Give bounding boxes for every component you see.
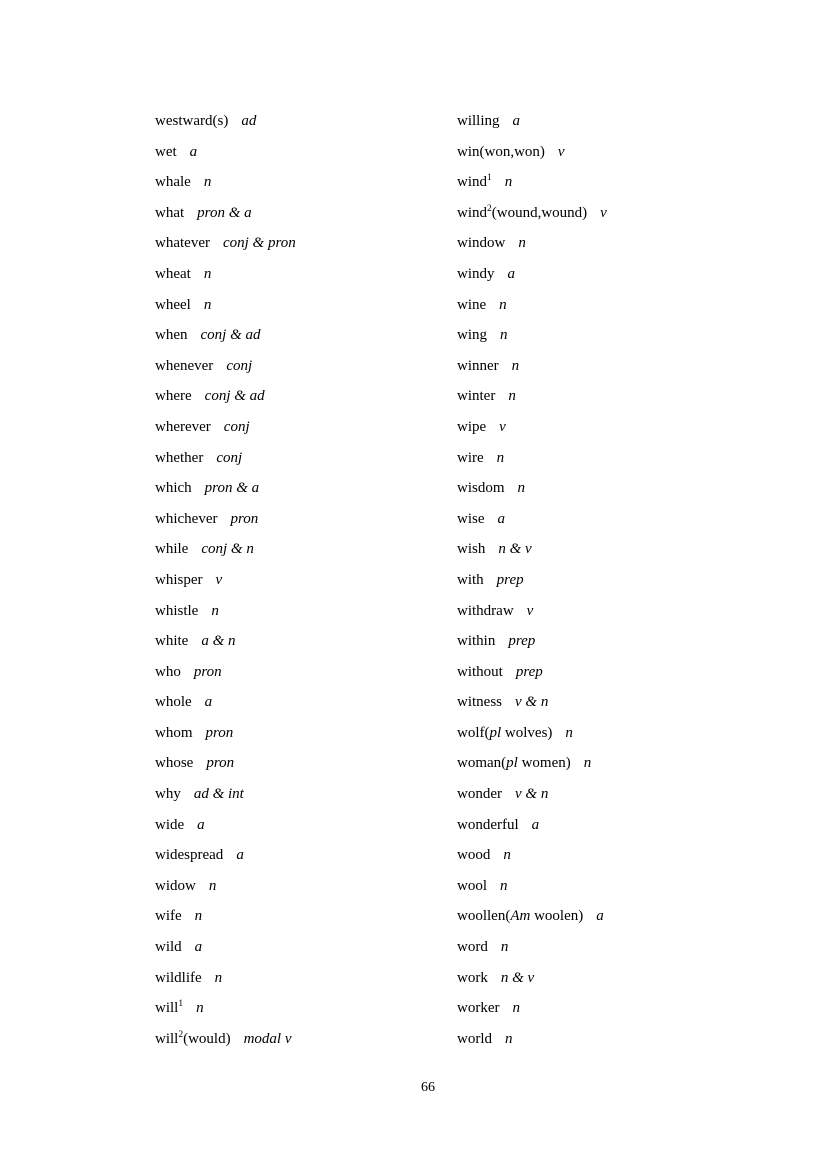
- word-text: wine: [457, 296, 487, 313]
- word-text: wing: [457, 327, 487, 344]
- word-text: without: [457, 663, 503, 680]
- word-text: westward(s): [155, 113, 229, 129]
- word-text: white: [155, 633, 189, 650]
- word-text: work: [457, 969, 488, 986]
- word-text: wipe: [457, 418, 487, 435]
- word-text: when: [155, 327, 188, 344]
- word-text: whether: [155, 449, 204, 466]
- pos-tag: conj: [216, 449, 243, 466]
- word-entry: [457, 381, 757, 412]
- pos-tag: conj & ad: [200, 327, 261, 344]
- word-entry: [155, 901, 455, 932]
- pos-tag: pron & a: [204, 480, 260, 497]
- word-text: wind$^2$(wound,wound): [457, 203, 588, 221]
- word-entry: [457, 687, 757, 718]
- pos-tag: v: [499, 418, 506, 435]
- pos-tag: v & n: [515, 786, 549, 803]
- word-text: what: [155, 204, 185, 221]
- pos-tag: n: [505, 1030, 513, 1047]
- word-entry: [457, 106, 757, 137]
- pos-tag: v: [215, 571, 223, 588]
- word-text: wood: [457, 847, 491, 864]
- pos-tag: a: [512, 113, 521, 129]
- word-text: witness: [457, 694, 502, 711]
- word-text: wife: [155, 908, 182, 925]
- word-entry: [155, 748, 455, 779]
- pos-tag: n: [512, 1000, 520, 1017]
- word-entry: [457, 412, 757, 443]
- pos-tag: ad: [241, 113, 257, 129]
- word-text: withdraw: [457, 602, 514, 619]
- word-entry: [457, 198, 757, 229]
- pos-tag: n: [203, 174, 212, 191]
- word-entry: [457, 840, 757, 871]
- pos-tag: pron: [205, 724, 234, 741]
- word-entry: [457, 1024, 757, 1055]
- pos-tag: v: [600, 204, 607, 221]
- word-entry: [155, 137, 455, 168]
- pos-tag: n & v: [500, 969, 535, 986]
- word-entry: [155, 259, 455, 290]
- word-text: woollen(Am woolen): [457, 908, 584, 925]
- pos-tag: a: [596, 908, 604, 925]
- pos-tag: n: [504, 174, 513, 191]
- word-text: wildlife: [155, 969, 202, 986]
- word-entry: [457, 993, 757, 1024]
- word-text: whenever: [155, 357, 214, 374]
- word-entry: [155, 718, 455, 749]
- word-text: whatever: [155, 235, 210, 252]
- pos-tag: prep: [515, 663, 543, 680]
- pos-tag: a: [507, 265, 515, 282]
- word-text: whisper: [155, 571, 203, 588]
- word-entry: [155, 290, 455, 321]
- word-list-column-left: [155, 106, 455, 1054]
- page-number: 66: [421, 1080, 435, 1095]
- word-text: wherever: [155, 418, 211, 435]
- word-entry: [457, 871, 757, 902]
- word-text: with: [457, 571, 484, 588]
- pos-tag: conj: [226, 357, 253, 374]
- word-text: winter: [457, 388, 496, 405]
- pos-tag: n: [508, 388, 516, 405]
- pos-tag: a: [204, 694, 213, 711]
- pos-tag: modal v: [243, 1030, 292, 1047]
- pos-tag: a: [197, 816, 205, 833]
- word-entry: [155, 963, 455, 994]
- word-text: wonder: [457, 786, 502, 803]
- word-entry: [457, 718, 757, 749]
- pos-tag: a: [236, 847, 244, 864]
- word-entry: [457, 137, 757, 168]
- word-text: who: [155, 663, 181, 680]
- word-text: winner: [457, 357, 499, 374]
- word-text: whom: [155, 724, 193, 741]
- word-entry: [457, 657, 757, 688]
- word-entry: [155, 596, 455, 627]
- word-text: whistle: [155, 602, 199, 619]
- word-text: window: [457, 235, 506, 252]
- word-entry: [155, 626, 455, 657]
- word-entry: [457, 443, 757, 474]
- word-entry: [155, 351, 455, 382]
- word-entry: [155, 443, 455, 474]
- word-entry: [155, 228, 455, 259]
- word-entry: [155, 657, 455, 688]
- word-text: wide: [155, 816, 185, 833]
- word-entry: [457, 290, 757, 321]
- word-text: wise: [457, 510, 485, 527]
- pos-tag: n: [211, 602, 219, 619]
- word-text: while: [155, 541, 189, 558]
- word-entry: [457, 596, 757, 627]
- word-text: why: [155, 786, 181, 803]
- pos-tag: n & v: [498, 541, 532, 558]
- word-entry: [457, 626, 757, 657]
- pos-tag: n: [517, 480, 526, 497]
- word-text: wild: [155, 939, 182, 956]
- word-text: wet: [155, 143, 177, 160]
- word-text: within: [457, 633, 496, 650]
- pos-tag: a & n: [201, 633, 236, 650]
- pos-tag: conj & ad: [204, 388, 265, 405]
- word-entry: [155, 504, 455, 535]
- word-text: wish: [457, 541, 486, 558]
- pos-tag: n: [500, 939, 509, 956]
- word-entry: [155, 932, 455, 963]
- word-entry: [155, 840, 455, 871]
- pos-tag: prep: [508, 633, 536, 650]
- word-entry: [457, 351, 757, 382]
- pos-tag: n: [208, 877, 217, 894]
- pos-tag: n: [565, 724, 573, 741]
- word-list-column-right: [457, 106, 757, 1054]
- word-entry: [155, 473, 455, 504]
- pos-tag: a: [531, 816, 540, 833]
- pos-tag: conj & n: [201, 541, 254, 558]
- word-entry: [457, 259, 757, 290]
- word-entry: [457, 932, 757, 963]
- word-text: wire: [457, 449, 484, 466]
- word-entry: [155, 687, 455, 718]
- word-text: worker: [457, 1000, 500, 1017]
- word-entry: [457, 901, 757, 932]
- word-entry: [155, 106, 455, 137]
- pos-tag: n: [194, 908, 203, 925]
- word-entry: [155, 198, 455, 229]
- word-text: whichever: [155, 510, 218, 527]
- word-text: whole: [155, 694, 192, 711]
- word-text: woman(pl women): [457, 755, 571, 772]
- pos-tag: n: [203, 265, 212, 282]
- word-text: wind$^1$: [457, 173, 492, 191]
- word-entry: [155, 320, 455, 351]
- word-text: whose: [155, 755, 194, 772]
- word-text: whale: [155, 174, 191, 191]
- word-text: windy: [457, 265, 495, 282]
- pos-tag: n: [511, 357, 520, 374]
- pos-tag: pron: [206, 755, 235, 772]
- word-text: which: [155, 480, 192, 497]
- pos-tag: ad & int: [193, 786, 244, 803]
- word-text: wolf(pl wolves): [457, 724, 553, 741]
- word-entry: [457, 810, 757, 841]
- pos-tag: pron: [193, 663, 222, 680]
- word-entry: [155, 779, 455, 810]
- pos-tag: v: [557, 143, 565, 160]
- pos-tag: pron: [230, 510, 259, 527]
- pos-tag: pron & a: [197, 204, 252, 221]
- pos-tag: n: [203, 296, 212, 313]
- word-entry: [457, 534, 757, 565]
- word-text: will$^1$: [155, 999, 184, 1017]
- word-entry: [155, 381, 455, 412]
- word-text: world: [457, 1030, 492, 1047]
- pos-tag: conj: [223, 418, 250, 435]
- word-entry: [155, 167, 455, 198]
- word-text: wheat: [155, 265, 191, 282]
- pos-tag: n: [500, 327, 508, 344]
- pos-tag: a: [189, 143, 198, 160]
- word-entry: [457, 963, 757, 994]
- word-entry: [457, 565, 757, 596]
- word-text: willing: [457, 113, 500, 129]
- word-entry: [155, 810, 455, 841]
- word-text: will$^2$(would): [155, 1029, 231, 1047]
- pos-tag: conj & pron: [222, 235, 296, 252]
- word-text: widespread: [155, 847, 224, 864]
- word-entry: [155, 1024, 455, 1055]
- pos-tag: v: [526, 602, 534, 619]
- word-entry: [457, 473, 757, 504]
- word-entry: [457, 167, 757, 198]
- pos-tag: prep: [496, 571, 524, 588]
- pos-tag: n: [496, 449, 505, 466]
- word-text: wisdom: [457, 480, 505, 497]
- pos-tag: n: [214, 969, 223, 986]
- pos-tag: a: [194, 939, 203, 956]
- word-entry: [155, 565, 455, 596]
- pos-tag: n: [583, 755, 592, 772]
- pos-tag: a: [497, 510, 505, 527]
- word-entry: [457, 779, 757, 810]
- word-text: widow: [155, 877, 196, 894]
- word-text: wool: [457, 877, 487, 894]
- pos-tag: n: [196, 1000, 204, 1017]
- pos-tag: n: [518, 235, 526, 252]
- pos-tag: n: [503, 847, 511, 864]
- word-text: win(won,won): [457, 143, 545, 160]
- pos-tag: n: [499, 296, 507, 313]
- word-text: wonderful: [457, 816, 519, 833]
- word-text: word: [457, 939, 488, 956]
- pos-tag: n: [500, 877, 508, 894]
- word-entry: [457, 748, 757, 779]
- word-entry: [155, 412, 455, 443]
- word-text: where: [155, 388, 192, 405]
- word-entry: [155, 534, 455, 565]
- word-entry: [155, 993, 455, 1024]
- word-entry: [457, 228, 757, 259]
- word-entry: [457, 320, 757, 351]
- word-entry: [155, 871, 455, 902]
- pos-tag: v & n: [515, 694, 549, 711]
- word-text: wheel: [155, 296, 191, 313]
- word-entry: [457, 504, 757, 535]
